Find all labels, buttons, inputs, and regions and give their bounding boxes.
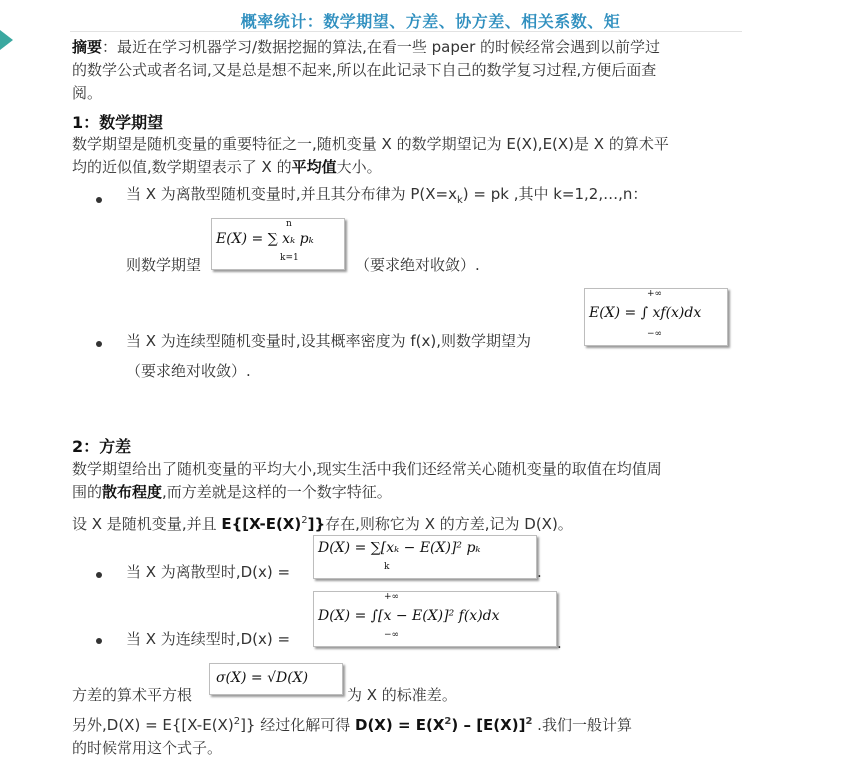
- section-2-intro-line-2-end: ,而方差就是这样的一个数字特征。: [162, 483, 392, 501]
- formula-discrete-expectation: [211, 218, 345, 270]
- formula-text: E(X) = ∑ xₖ pₖ: [216, 231, 314, 247]
- bullet-text-end: ) = pk ,其中 k=1,2,…,n：: [462, 185, 648, 203]
- variance-definition: [72, 509, 744, 536]
- formula-standard-deviation: [209, 663, 343, 695]
- bullet-dot: [96, 197, 102, 203]
- section-1-intro: [72, 133, 744, 179]
- abstract-line-2: 的数学公式或者名词,又是总是想不起来,所以在此记录下自己的数学复习过程,方便后面查: [72, 61, 657, 79]
- superscript: 2: [301, 515, 308, 526]
- side-tab-marker[interactable]: [0, 30, 13, 50]
- integral-lower: −∞: [647, 329, 663, 339]
- title-divider: [70, 31, 742, 32]
- bullet-continuous-expectation: 当 X 为连续型随机变量时,设其概率密度为 f(x),则数学期望为: [126, 332, 531, 350]
- section-1-intro-line-2-end: 大小。: [336, 158, 382, 176]
- section-2-heading: 2：方差: [72, 437, 132, 456]
- period: .: [537, 563, 542, 581]
- simplification-text: 另外,D(X) = E{[X-E(X): [72, 716, 234, 734]
- formula-text: D(X) = ∑[xₖ − E(X)]² pₖ: [318, 540, 481, 556]
- bullet-dot: [96, 341, 102, 347]
- simplification-text-end: .我们一般计算: [532, 716, 632, 734]
- definition-text-end: 存在,则称它为 X 的方差,记为 D(X)。: [325, 515, 573, 533]
- superscript: 2: [444, 716, 452, 727]
- bullet-dot: [96, 638, 102, 644]
- abstract-label: 摘要: [72, 38, 103, 56]
- section-2-intro-line-2: 围的: [72, 483, 103, 501]
- variance-simplification: [72, 710, 744, 760]
- formula-continuous-variance: [313, 591, 557, 647]
- simplification-text-mid: ]} 经过化解可得: [240, 716, 355, 734]
- period: .: [557, 634, 562, 652]
- definition-formula-end: ]}: [307, 515, 326, 533]
- integral-lower: −∞: [384, 630, 400, 640]
- formula-continuous-expectation: [584, 288, 728, 346]
- expectation-label: 则数学期望: [126, 256, 202, 274]
- sum-lower: k: [384, 562, 390, 572]
- section-2-intro: [72, 458, 744, 504]
- superscript: 2: [525, 716, 533, 727]
- section-2-intro-line-1: 数学期望给出了随机变量的平均大小,现实生活中我们还经常关心随机变量的取值在均值周: [72, 460, 662, 478]
- section-1-intro-line-2: 均的近似值,数学期望表示了 X 的: [72, 158, 292, 176]
- bullet-discrete-variance: 当 X 为离散型时,D(x) =: [126, 563, 291, 581]
- formula-text: E(X) = ∫ xf(x)dx: [589, 305, 702, 321]
- convergence-note-1: （要求绝对收敛）.: [355, 256, 480, 274]
- abstract-line-3: 阅。: [72, 84, 103, 102]
- subscript-k: k: [456, 195, 463, 206]
- sum-lower: k=1: [280, 253, 299, 263]
- definition-text: 设 X 是随机变量,并且: [72, 515, 222, 533]
- simplification-line-2: 的时候常用这个式子。: [72, 739, 223, 757]
- bullet-discrete-expectation: [126, 183, 746, 212]
- section-1-intro-line-1: 数学期望是随机变量的重要特征之一,随机变量 X 的数学期望记为 E(X),E(X)是 X 的算术平: [72, 135, 669, 153]
- bullet-text: 当 X 为离散型随机变量时,并且其分布律为 P(X=x: [126, 185, 457, 203]
- superscript: 2: [233, 716, 241, 727]
- std-text-start: 方差的算术平方根: [72, 686, 193, 704]
- bullet-dot: [96, 572, 102, 578]
- sum-upper: n: [286, 219, 292, 229]
- variance-identity-end: ) – [E(X)]: [451, 716, 526, 734]
- bullet-continuous-variance: 当 X 为连续型时,D(x) =: [126, 630, 291, 648]
- variance-identity: D(X) = E(X: [355, 716, 445, 734]
- abstract-sep: ：: [102, 38, 118, 56]
- emphasis-dispersion: 散布程度: [102, 483, 163, 501]
- integral-upper: +∞: [384, 592, 400, 602]
- abstract-line-1: 最近在学习机器学习/数据挖掘的算法,在看一些 paper 的时候经常会遇到以前学过: [117, 38, 661, 56]
- emphasis-average: 平均值: [291, 158, 337, 176]
- formula-text: σ(X) = √D(X): [216, 670, 309, 686]
- abstract-paragraph: [72, 36, 744, 105]
- integral-upper: +∞: [647, 289, 663, 299]
- section-1-heading: 1：数学期望: [72, 113, 164, 132]
- std-text-end: 为 X 的标准差。: [347, 686, 457, 704]
- convergence-note-2: （要求绝对收敛）.: [126, 362, 251, 380]
- definition-formula: E{[X-E(X): [221, 515, 302, 533]
- page-title: 概率统计：数学期望、方差、协方差、相关系数、矩: [240, 12, 621, 31]
- formula-text: D(X) = ∫[x − E(X)]² f(x)dx: [318, 608, 500, 624]
- formula-discrete-variance: [313, 535, 537, 579]
